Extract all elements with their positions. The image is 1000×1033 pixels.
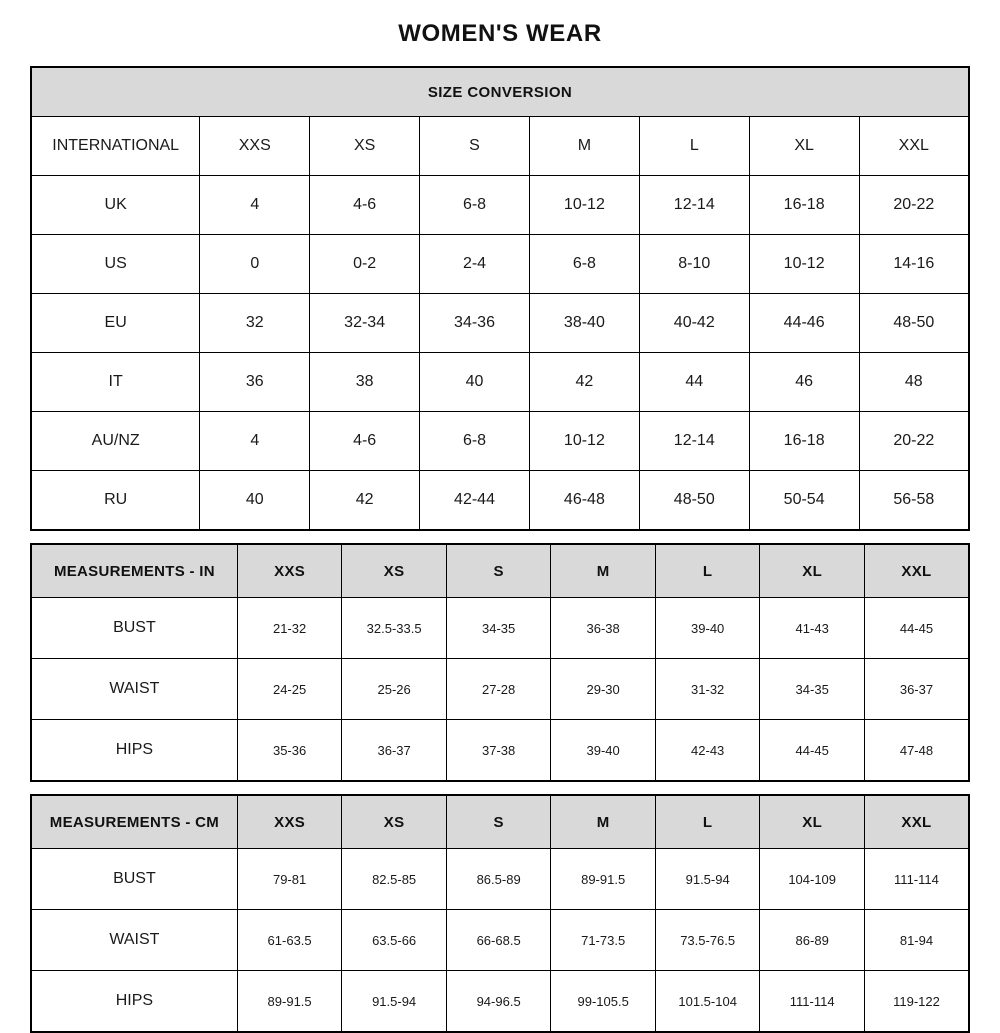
- table-cell: 0-2: [310, 235, 420, 294]
- table-cell: 71-73.5: [551, 910, 656, 971]
- table-cell: 48: [859, 353, 969, 412]
- table-cell: 47-48: [864, 720, 969, 782]
- size-column-header: M: [529, 117, 639, 176]
- table-cell: 25-26: [342, 659, 447, 720]
- table-cell: 91.5-94: [655, 849, 760, 910]
- row-label: IT: [31, 353, 200, 412]
- table-cell: 42: [529, 353, 639, 412]
- size-column-header: XL: [760, 795, 865, 849]
- table-cell: 16-18: [749, 412, 859, 471]
- measurements-cm-table: [30, 794, 970, 1033]
- table-row: [31, 176, 969, 235]
- table-cell: 44-45: [760, 720, 865, 782]
- table-cell: 34-35: [760, 659, 865, 720]
- table-cell: 6-8: [420, 412, 530, 471]
- row-label: BUST: [31, 598, 237, 659]
- size-column-header: L: [655, 544, 760, 598]
- row-label: RU: [31, 471, 200, 531]
- table-cell: 12-14: [639, 176, 749, 235]
- size-column-header: M: [551, 544, 656, 598]
- table-cell: 37-38: [446, 720, 551, 782]
- table-cell: 32.5-33.5: [342, 598, 447, 659]
- table-row: [31, 353, 969, 412]
- table-row: [31, 294, 969, 353]
- table-cell: 36: [200, 353, 310, 412]
- table-cell: 44-45: [864, 598, 969, 659]
- table-cell: 40-42: [639, 294, 749, 353]
- size-column-header: XS: [310, 117, 420, 176]
- table-cell: 20-22: [859, 176, 969, 235]
- table-cell: 50-54: [749, 471, 859, 531]
- table-row: [31, 659, 969, 720]
- table-row: [31, 720, 969, 782]
- table-cell: 6-8: [529, 235, 639, 294]
- table-cell: 20-22: [859, 412, 969, 471]
- size-column-header: XXS: [200, 117, 310, 176]
- table-cell: 91.5-94: [342, 971, 447, 1033]
- size-column-header: S: [446, 544, 551, 598]
- table-cell: 36-37: [342, 720, 447, 782]
- table-cell: 36-38: [551, 598, 656, 659]
- table-cell: 56-58: [859, 471, 969, 531]
- table-cell: 10-12: [529, 412, 639, 471]
- row-label: HIPS: [31, 720, 237, 782]
- table-cell: 24-25: [237, 659, 342, 720]
- table-cell: 4: [200, 412, 310, 471]
- size-column-header: S: [446, 795, 551, 849]
- table-cell: 35-36: [237, 720, 342, 782]
- table-cell: 42-44: [420, 471, 530, 531]
- size-conversion-table: [30, 66, 970, 531]
- table-cell: 86.5-89: [446, 849, 551, 910]
- size-column-header: S: [420, 117, 530, 176]
- size-column-header: XL: [760, 544, 865, 598]
- table-cell: 39-40: [551, 720, 656, 782]
- size-column-header: XXS: [237, 544, 342, 598]
- table-cell: 81-94: [864, 910, 969, 971]
- size-column-header: L: [655, 795, 760, 849]
- table-row: [31, 598, 969, 659]
- table-cell: 8-10: [639, 235, 749, 294]
- table-header-label: MEASUREMENTS - IN: [31, 544, 237, 598]
- table-cell: 82.5-85: [342, 849, 447, 910]
- row-label: WAIST: [31, 910, 237, 971]
- page-title: WOMEN'S WEAR: [398, 20, 602, 47]
- row-label: AU/NZ: [31, 412, 200, 471]
- table-cell: 73.5-76.5: [655, 910, 760, 971]
- size-column-header: XL: [749, 117, 859, 176]
- table-cell: 14-16: [859, 235, 969, 294]
- table-cell: 48-50: [859, 294, 969, 353]
- table-cell: 10-12: [749, 235, 859, 294]
- table-row: [31, 910, 969, 971]
- measurements-in-table: [30, 543, 970, 782]
- table-cell: 38-40: [529, 294, 639, 353]
- table-cell: 31-32: [655, 659, 760, 720]
- table-cell: 4-6: [310, 412, 420, 471]
- size-column-header: XS: [342, 795, 447, 849]
- table-header-label: INTERNATIONAL: [31, 117, 200, 176]
- table-cell: 16-18: [749, 176, 859, 235]
- table-cell: 42-43: [655, 720, 760, 782]
- size-column-header: XS: [342, 544, 447, 598]
- row-label: WAIST: [31, 659, 237, 720]
- table-cell: 42: [310, 471, 420, 531]
- table-cell: 2-4: [420, 235, 530, 294]
- size-column-header: XXL: [859, 117, 969, 176]
- table-cell: 99-105.5: [551, 971, 656, 1033]
- table-cell: 44-46: [749, 294, 859, 353]
- table-cell: 36-37: [864, 659, 969, 720]
- table-row: [31, 971, 969, 1033]
- size-column-header: XXL: [864, 795, 969, 849]
- table-cell: 34-35: [446, 598, 551, 659]
- table-cell: 38: [310, 353, 420, 412]
- row-label: BUST: [31, 849, 237, 910]
- size-column-header: XXS: [237, 795, 342, 849]
- table-row: [31, 235, 969, 294]
- table-cell: 111-114: [864, 849, 969, 910]
- table-cell: 66-68.5: [446, 910, 551, 971]
- table-cell: 111-114: [760, 971, 865, 1033]
- row-label: HIPS: [31, 971, 237, 1033]
- table-cell: 61-63.5: [237, 910, 342, 971]
- table-row: [31, 471, 969, 531]
- table-cell: 4-6: [310, 176, 420, 235]
- size-column-header: M: [551, 795, 656, 849]
- table-cell: 94-96.5: [446, 971, 551, 1033]
- table-row: [31, 849, 969, 910]
- row-label: US: [31, 235, 200, 294]
- table-cell: 41-43: [760, 598, 865, 659]
- row-label: UK: [31, 176, 200, 235]
- table-cell: 86-89: [760, 910, 865, 971]
- table-cell: 39-40: [655, 598, 760, 659]
- table-row: [31, 412, 969, 471]
- table-cell: 104-109: [760, 849, 865, 910]
- table-cell: 46-48: [529, 471, 639, 531]
- table-header-label: MEASUREMENTS - CM: [31, 795, 237, 849]
- table-cell: 89-91.5: [237, 971, 342, 1033]
- table-cell: 21-32: [237, 598, 342, 659]
- size-column-header: XXL: [864, 544, 969, 598]
- table-cell: 0: [200, 235, 310, 294]
- table-cell: 63.5-66: [342, 910, 447, 971]
- table-cell: 79-81: [237, 849, 342, 910]
- table-cell: 32: [200, 294, 310, 353]
- table-cell: 44: [639, 353, 749, 412]
- table-cell: 46: [749, 353, 859, 412]
- table-cell: 12-14: [639, 412, 749, 471]
- table-cell: 6-8: [420, 176, 530, 235]
- table-cell: 101.5-104: [655, 971, 760, 1033]
- size-column-header: L: [639, 117, 749, 176]
- table-cell: 10-12: [529, 176, 639, 235]
- row-label: EU: [31, 294, 200, 353]
- table-cell: 40: [200, 471, 310, 531]
- table-cell: 40: [420, 353, 530, 412]
- table-cell: 32-34: [310, 294, 420, 353]
- table-cell: 119-122: [864, 971, 969, 1033]
- table-cell: 4: [200, 176, 310, 235]
- table-cell: 29-30: [551, 659, 656, 720]
- table-cell: 27-28: [446, 659, 551, 720]
- table-cell: 34-36: [420, 294, 530, 353]
- table-cell: 48-50: [639, 471, 749, 531]
- table-banner: SIZE CONVERSION: [31, 67, 969, 117]
- table-cell: 89-91.5: [551, 849, 656, 910]
